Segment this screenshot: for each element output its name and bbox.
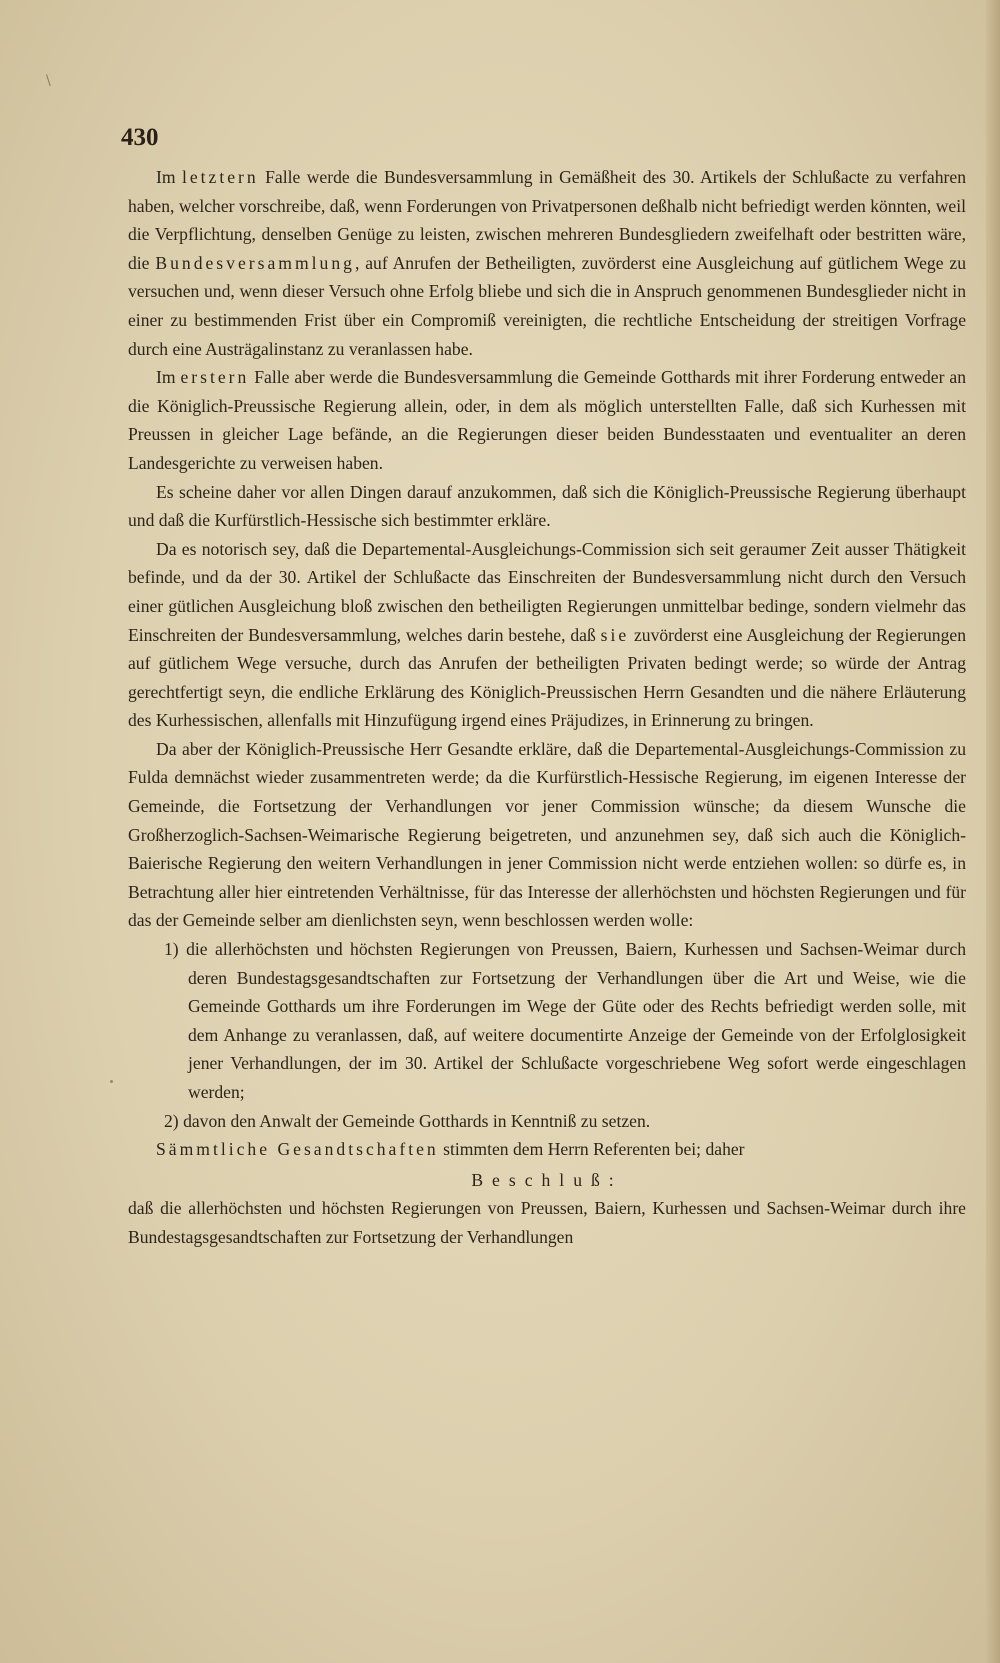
list-item [128, 1107, 966, 1136]
paragraph-p3 [128, 478, 966, 535]
paragraph-p1 [128, 163, 966, 363]
paragraphs [128, 163, 966, 935]
list-item-text: davon den Anwalt der Gemeinde Gotthards in Kenntniß zu setzen. [183, 1110, 651, 1131]
text-run: Da aber der Königlich-Preussische Herr Gesandte erkläre, daß die Departemental-Ausgleichungs-Commission zu Fulda demnächst wieder zusammentreten werde; da die Kurfürstlich-Hessische Regierung, im eigenen Interesse der Gemeinde, die Fortsetzung der Verhandlungen vor jener Commission wünsche; da diesem Wunsche die Großherzoglich-Sachsen-Weimarische Regierung beigetreten, und anzunehmen sey, daß sich auch die Königlich-Baierische Regierung den weitern Verhandlungen in jener Commission nicht werde entziehen wollen: so dürfe es, in Betrachtung aller hier eintretenden Verhältnisse, für das Interesse der allerhöchsten und höchsten Regierungen und für das der Gemeinde selber am dienlichsten seyn, wenn beschlossen werden wolle: [128, 738, 966, 931]
spaced-emphasis: Bundesversammlung [155, 252, 355, 273]
page-edge-shadow [986, 0, 1000, 1663]
closing-rest: stimmten dem Herrn Referenten bei; daher [438, 1139, 745, 1160]
resolution-text: daß die allerhöchsten und höchsten Regierungen von Preussen, Baiern, Kurhessen und Sachsen-Weimar durch ihre Bundestagsgesandtschaften zur Fortsetzung der Verhandlungen [128, 1198, 966, 1247]
text-run: Falle aber werde die Bundesversammlung die Gemeinde Gotthards mit ihrer Forderung entweder an die Königlich-Preussische Regierung allein, oder, in dem als möglich unterstellten Falle, daß sich Kurhessen mit Preussen in gleicher Lage befände, an die Regierungen dieser beiden Bundesstaaten und eventualiter an deren Landesgerichte zu verweisen haben. [128, 367, 966, 473]
list-item-number: 2) [164, 1110, 179, 1131]
list-item-number: 1) [164, 939, 179, 960]
closing-spaced-lead: Sämmtliche Gesandtschaften [156, 1139, 439, 1160]
text-run: Im [156, 167, 182, 187]
closing-paragraph [128, 1135, 966, 1164]
text-run: zuvörderst eine Ausgleichung der Regierungen auf gütlichem Wege versuche, durch das Anrufen der betheiligten Privaten bedingt werde; so würde der Antrag gerechtfertigt seyn, die endliche Erklärung des Königlich-Preussischen Herrn Gesandten und die nähere Erläuterung des Kurhessischen, allenfalls mit Hinzufügung irgend eines Präjudizes, in Erinnerung zu bringen. [128, 624, 967, 731]
page-number: 430 [121, 124, 159, 151]
text-run: Es scheine daher vor allen Dingen darauf anzukommen, daß sich die Königlich-Preussische Regierung überhaupt und daß die Kurfürstlich-Hessische sich bestimmter erkläre. [128, 481, 966, 531]
text-run: , auf Anrufen der Betheiligten, zuvörderst eine Ausgleichung auf gütlichem Wege zu versuchen und, wenn dieser Versuch ohne Erfolg bliebe und sich die in Anspruch genommenen Bundesglieder nicht in einer zu bestimmenden Frist über ein Compromiß vereinigten, die rechtliche Entscheidung der streitigen Vorfrage durch eine Austrägalinstanz zu veranlassen habe. [128, 252, 966, 359]
text-run: Im [156, 367, 181, 388]
paragraph-p5 [128, 735, 966, 935]
list-item [128, 935, 966, 1107]
spaced-emphasis: letztern [181, 167, 259, 187]
corner-mark: \ [46, 73, 51, 89]
list-item-text: die allerhöchsten und höchsten Regierungen von Preussen, Baiern, Kurhessen und Sachsen-Weimar durch deren Bundestagsgesandtschaften zur Fortsetzung der Verhandlungen über die Art und Weise, wie die Gemeinde Gotthards um ihre Forderungen im Wege der Güte oder des Rechts befriedigt werden solle, mit dem Anhange zu veranlassen, daß, auf weitere documentirte Anzeige der Gemeinde von der Erfolglosigkeit jener Verhandlungen, der im 30. Artikel der Schlußacte vorgeschriebene Weg sofort werde eingeschlagen werden; [186, 939, 966, 1102]
body-text [128, 163, 966, 1252]
ink-speck [110, 1080, 113, 1083]
resolution-heading: Beschluß: [471, 1169, 623, 1190]
numbered-list [128, 935, 966, 1135]
text-run: Da es notorisch sey, daß die Departemental-Ausgleichungs-Commission sich seit geraumer Zeit ausser Thätigkeit befinde, und da der 30. Artikel der Schlußacte das Einschreiten der Bundesversammlung nicht durch den Versuch einer gütlichen Ausgleichung bloß zwischen den betheiligten Regierungen unmittelbar bedinge, sondern vielmehr das Einschreiten der Bundesversammlung, welches darin bestehe, daß [128, 538, 966, 645]
text-run: Falle werde die Bundesversammlung in Gemäßheit des 30. Artikels der Schlußacte zu verfahren haben, welcher vorschreibe, daß, wenn Forderungen von Privatpersonen deßhalb nicht befriedigt werden könnten, weil die Verpflichtung, denselben Genüge zu leisten, zwischen mehreren Bundesgliedern zweifelhaft oder bestritten wäre, die [128, 167, 966, 273]
spaced-emphasis: sie [600, 624, 630, 645]
spaced-emphasis: erstern [180, 367, 250, 388]
paragraph-p2 [128, 363, 966, 477]
paragraph-p4 [128, 535, 966, 735]
